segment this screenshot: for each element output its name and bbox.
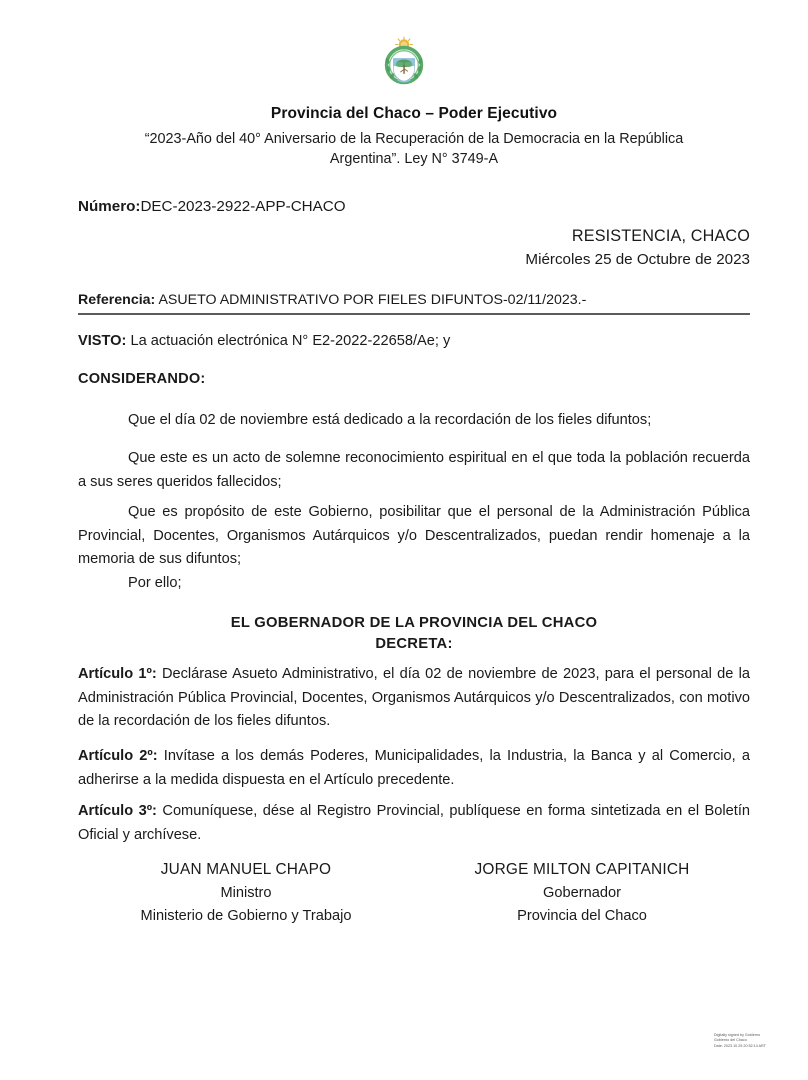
signature-name: JUAN MANUEL CHAPO: [160, 861, 332, 878]
place-line: RESISTENCIA, CHACO: [571, 227, 750, 245]
articulo-2-text: Invítase a los demás Poderes, Municipalidades, la Industria, la Banca y al Comercio, a adherirse a la medida dispuesta en el Artículo precedente.: [78, 748, 750, 788]
considerando-heading: CONSIDERANDO:: [78, 371, 206, 387]
header-motto: [78, 129, 750, 170]
header-motto-line2: Argentina”. Ley N° 3749-A: [329, 151, 499, 168]
digital-signature-line-3: Date: 2023.10.25 20:52:14 ART: [714, 1043, 766, 1048]
articulo-3: [78, 800, 750, 847]
numero-label: Número:: [78, 198, 141, 215]
signature-name: JORGE MILTON CAPITANICH: [474, 861, 690, 878]
signature-governor: [414, 858, 750, 928]
referencia-row: [78, 292, 750, 315]
articulo-2: [78, 745, 750, 792]
date-line: Miércoles 25 de Octubre de 2023: [525, 251, 750, 269]
considerando-paragraph: Que este es un acto de solemne reconocimiento espiritual en el que toda la población recuerda a sus seres queridos fallecidos;: [78, 450, 750, 490]
digital-signature-stamp: [714, 1033, 792, 1049]
digital-signature-line-1: Digitally signed by Gobierno: [714, 1033, 761, 1037]
header-motto-line1: “2023-Año del 40° Aniversario de la Recuperación de la Democracia en la República: [144, 130, 684, 147]
place-date-block: [78, 224, 751, 272]
signature-org: Ministerio de Gobierno y Trabajo: [140, 907, 352, 924]
decreta-line-1: EL GOBERNADOR DE LA PROVINCIA DEL CHACO: [230, 615, 598, 631]
signature-block: [78, 858, 750, 928]
articulo-3-text: Comuníquese, dése al Registro Provincial, publíquese en forma sintetizada en el Boletín Oficial y archívese.: [78, 803, 750, 843]
header-title: Provincia del Chaco – Poder Ejecutivo: [270, 105, 558, 122]
decreta-line-2: DECRETA:: [375, 636, 453, 653]
articulo-2-label: Artículo 2º:: [78, 748, 158, 764]
considerando-paragraph: Que el día 02 de noviembre está dedicado a la recordación de los fieles difuntos;: [128, 412, 652, 428]
signature-role: Ministro: [220, 884, 272, 901]
digital-signature-line-2: Gobierno del Chaco: [714, 1038, 747, 1043]
referencia-value: ASUETO ADMINISTRATIVO POR FIELES DIFUNTOS-02/11/2023.-: [158, 292, 587, 308]
chaco-coat-of-arms-icon: [381, 36, 427, 88]
visto-label: VISTO:: [78, 333, 127, 349]
visto-value: La actuación electrónica N° E2-2022-22658/Ae; y: [130, 333, 451, 349]
articulo-1-label: Artículo 1º:: [78, 666, 157, 682]
decreta-block: [78, 613, 750, 656]
numero-row: [78, 197, 346, 217]
visto-row: [78, 333, 750, 349]
document-header: [78, 104, 750, 170]
signature-minister: [78, 858, 414, 928]
signature-org: Provincia del Chaco: [517, 907, 647, 924]
referencia-label: Referencia:: [78, 292, 156, 308]
por-ello-paragraph: Por ello;: [128, 575, 182, 591]
articulo-1: [78, 663, 750, 734]
articulo-3-label: Artículo 3º:: [78, 803, 157, 819]
signature-role: Gobernador: [543, 884, 621, 901]
emblem-container: [0, 36, 808, 88]
considerando-paragraph: Que es propósito de este Gobierno, posibilitar que el personal de la Administración Pública Provincial, Docentes, Organismos Autárquicos y/o Descentralizados, puedan rendir homenaje a la memoria de sus difuntos;: [78, 504, 750, 568]
articulo-1-text: Declárase Asueto Administrativo, el día 02 de noviembre de 2023, para el personal de la Administración Pública Provincial, Docentes, Organismos Autárquicos y/o Descentralizados, con motivo de la recordación de los fieles difuntos.: [78, 666, 750, 730]
numero-value: DEC-2023-2922-APP-CHACO: [140, 198, 346, 215]
